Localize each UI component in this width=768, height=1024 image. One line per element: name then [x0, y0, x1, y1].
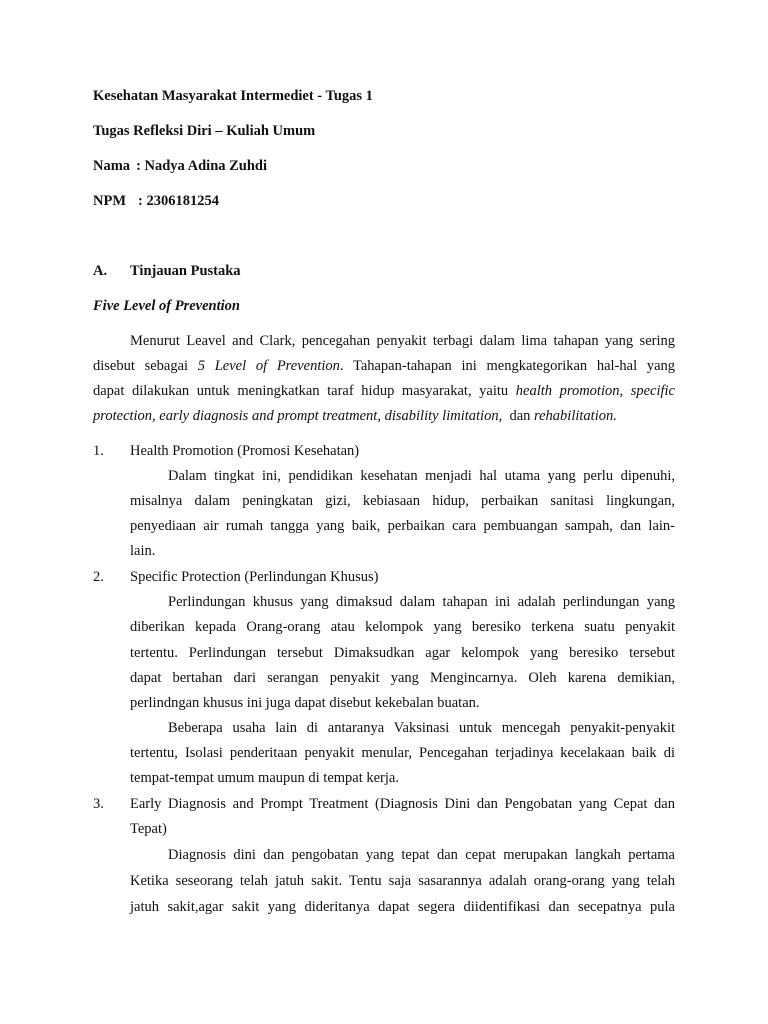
name-value: : Nadya Adina Zuhdi: [136, 158, 268, 174]
item-1-number: 1.: [93, 443, 104, 459]
item-1-line-4: lain.: [130, 543, 156, 559]
item-2-line-4: dapat bertahan dari serangan penyakit yang Mengincarnya. Oleh karena demikian,: [130, 670, 675, 686]
assignment-title: Tugas Refleksi Diri – Kuliah Umum: [93, 123, 316, 139]
intro-line-3: dapat dilakukan untuk meningkatkan taraf hidup masyarakat, yaitu health promotion, specific: [93, 383, 675, 399]
item-1-line-2: misalnya dalam peningkatan gizi, kebiasaan hidup, perbaikan sanitasi lingkungan,: [130, 493, 675, 509]
item-2-p2-line-1: Beberapa usaha lain di antaranya Vaksinasi untuk mencegah penyakit-penyakit: [168, 720, 675, 736]
student-name: [93, 159, 267, 174]
course-title: Kesehatan Masyarakat Intermediet - Tugas 1: [93, 88, 373, 104]
intro-line-1: Menurut Leavel and Clark, pencegahan penyakit terbagi dalam lima tahapan yang sering: [130, 333, 675, 349]
item-2-line-5: perlindngan khusus ini juga dapat disebut kekebalan buatan.: [130, 695, 480, 711]
item-2-p2-line-3: tempat-tempat umum maupun di tempat kerja.: [130, 770, 399, 786]
name-label: Nama: [93, 158, 131, 174]
student-npm: [93, 194, 219, 209]
item-3-title-line-1: Early Diagnosis and Prompt Treatment (Diagnosis Dini dan Pengobatan yang Cepat dan: [130, 796, 675, 812]
section-title: Tinjauan Pustaka: [130, 263, 241, 279]
item-2-line-3: tertentu. Perlindungan tersebut Dimaksudkan agar kelompok yang beresiko tersebut: [130, 645, 675, 661]
item-3-title-line-2: Tepat): [130, 821, 167, 837]
item-3-number: 3.: [93, 796, 104, 812]
npm-label: NPM: [93, 193, 127, 209]
item-1-line-3: penyediaan air rumah tangga yang baik, perbaikan cara pembuangan sampah, dan lain-: [130, 518, 675, 534]
intro-line-2: disebut sebagai 5 Level of Prevention. Tahapan-tahapan ini mengkategorikan hal-hal yang: [93, 358, 676, 374]
item-3-line-2: Ketika seseorang telah jatuh sakit. Tentu saja sasarannya adalah orang-orang yang telah: [130, 873, 675, 889]
item-2-line-1: Perlindungan khusus yang dimaksud dalam tahapan ini adalah perlindungan yang: [168, 594, 675, 610]
item-2-title: Specific Protection (Perlindungan Khusus): [130, 569, 379, 585]
item-2-number: 2.: [93, 569, 104, 585]
item-1-line-1: Dalam tingkat ini, pendidikan kesehatan menjadi hal utama yang perlu dipenuhi,: [168, 468, 675, 484]
item-3-line-1: Diagnosis dini dan pengobatan yang tepat dan cepat merupakan langkah pertama: [168, 847, 675, 863]
item-2-p2-line-2: tertentu, Isolasi penderitaan penyakit menular, Pencegahan terjadinya kecelakaan baik di: [130, 745, 675, 761]
item-3-line-3: jatuh sakit,agar sakit yang dideritanya dapat segera diidentifikasi dan secepatnya pula: [130, 899, 675, 915]
item-1-title: Health Promotion (Promosi Kesehatan): [130, 443, 360, 459]
section-letter: A.: [93, 263, 108, 279]
npm-value: : 2306181254: [138, 193, 219, 209]
section-subtitle: Five Level of Prevention: [93, 298, 240, 314]
intro-line-4: protection, early diagnosis and prompt treatment, disability limitation, dan rehabilitation.: [93, 408, 617, 424]
item-2-line-2: diberikan kepada Orang-orang atau kelompok yang beresiko terkena suatu penyakit: [130, 619, 675, 635]
